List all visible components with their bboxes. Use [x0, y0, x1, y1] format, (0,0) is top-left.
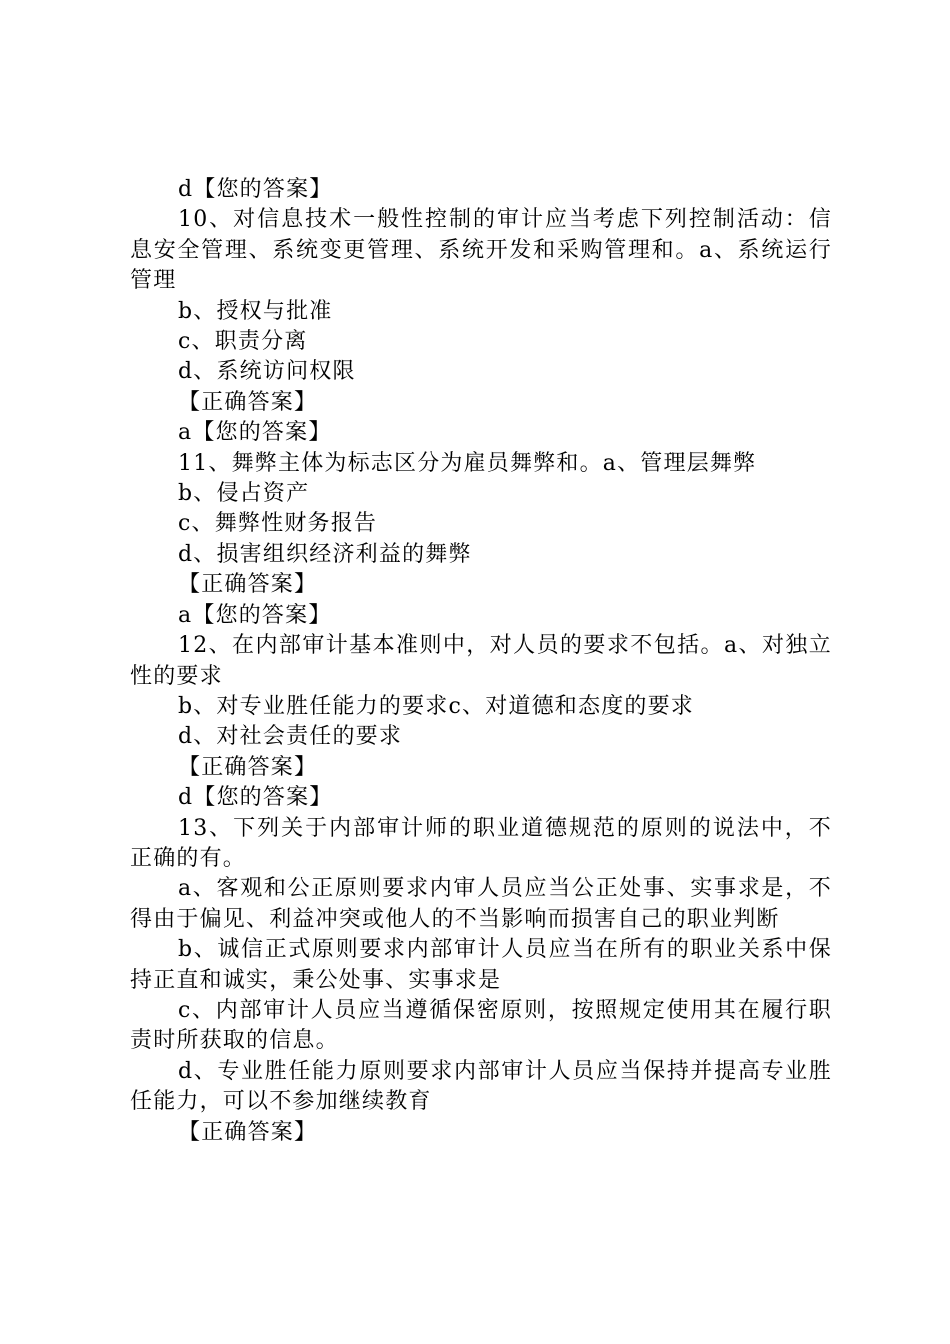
question-10: 10、对信息技术一般性控制的审计应当考虑下列控制活动：信息安全管理、系统变更管理、系统开发和采购管理和。a、系统运行管理 [130, 207, 832, 294]
option-d: d、损害组织经济利益的舞弊 [178, 541, 472, 567]
option-c: c、内部审计人员应当遵循保密原则，按照规定使用其在履行职责时所获取的信息。 [130, 997, 832, 1054]
question-13: 13、下列关于内部审计师的职业道德规范的原则的说法中，不正确的有。 [130, 815, 832, 871]
your-answer-label: d【您的答案】 [178, 785, 333, 811]
option-c: c、舞弊性财务报告 [178, 511, 378, 537]
document-body [130, 175, 832, 1148]
option-c: c、职责分离 [178, 329, 308, 355]
option-b-c: b、对专业胜任能力的要求c、对道德和态度的要求 [178, 693, 695, 719]
option-b: b、侵占资产 [178, 481, 310, 507]
option-d: d、对社会责任的要求 [178, 724, 403, 750]
correct-answer-label: 【正确答案】 [178, 572, 318, 598]
option-d: d、系统访问权限 [178, 359, 356, 385]
option-d: d、专业胜任能力原则要求内部审计人员应当保持并提高专业胜任能力，可以不参加继续教育 [130, 1058, 832, 1115]
question-12: 12、在内部审计基本准则中，对人员的要求不包括。a、对独立性的要求 [130, 633, 832, 689]
your-answer-label: a【您的答案】 [178, 602, 332, 628]
option-b: b、授权与批准 [178, 298, 333, 324]
correct-answer-label: 【正确答案】 [178, 1119, 318, 1145]
paragraph: d【您的答案】 [178, 177, 333, 202]
correct-answer-label: 【正确答案】 [178, 389, 318, 415]
correct-answer-label: 【正确答案】 [178, 754, 318, 780]
question-11: 11、舞弊主体为标志区分为雇员舞弊和。a、管理层舞弊 [178, 450, 757, 476]
option-a: a、客观和公正原则要求内审人员应当公正处事、实事求是，不得由于偏见、利益冲突或他人的不当影响而损害自己的职业判断 [130, 876, 832, 932]
your-answer-label: a【您的答案】 [178, 420, 332, 446]
option-b: b、诚信正式原则要求内部审计人员应当在所有的职业关系中保持正直和诚实，秉公处事、实事求是 [130, 937, 832, 993]
